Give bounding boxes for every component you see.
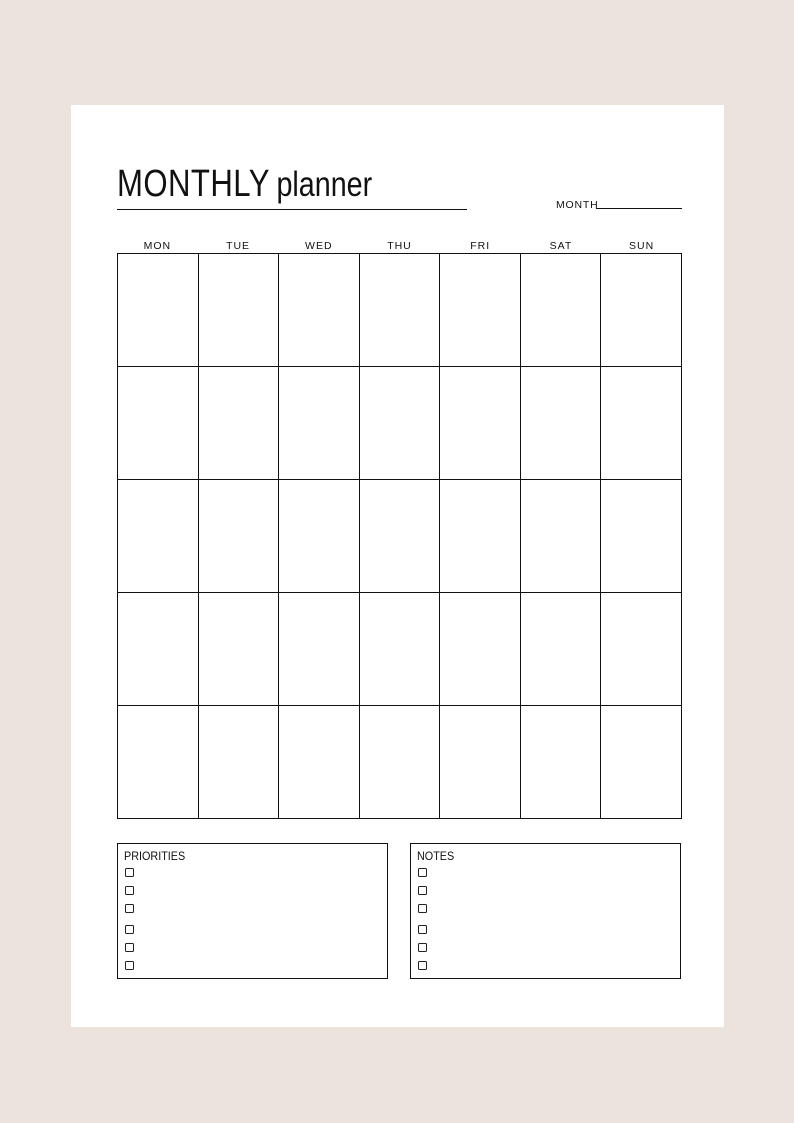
calendar-day-cell[interactable] (440, 367, 521, 480)
day-header-wed: WED (305, 240, 333, 252)
calendar-day-cell[interactable] (360, 706, 441, 819)
calendar-day-cell[interactable] (440, 254, 521, 367)
month-input-line[interactable] (596, 208, 682, 209)
calendar-day-cell[interactable] (118, 367, 199, 480)
day-header-thu: THU (387, 240, 412, 252)
checkbox[interactable] (418, 886, 427, 895)
checkbox[interactable] (125, 886, 134, 895)
calendar-day-cell[interactable] (199, 706, 280, 819)
calendar-day-cell[interactable] (199, 593, 280, 706)
calendar-day-cell[interactable] (279, 706, 360, 819)
notes-box (410, 843, 681, 979)
notes-title: NOTES (417, 849, 455, 863)
calendar-day-cell[interactable] (360, 480, 441, 593)
calendar-day-cell[interactable] (118, 254, 199, 367)
checkbox[interactable] (418, 925, 427, 934)
calendar-day-cell[interactable] (279, 593, 360, 706)
checkbox[interactable] (418, 943, 427, 952)
month-label: MONTH (556, 199, 599, 211)
calendar-day-cell[interactable] (601, 593, 682, 706)
title-sub: planner (276, 165, 373, 204)
calendar-day-cell[interactable] (521, 593, 602, 706)
day-header-fri: FRI (470, 240, 491, 252)
month-field[interactable] (556, 198, 682, 212)
title-main: MONTHLY (117, 163, 270, 205)
calendar-day-cell[interactable] (440, 480, 521, 593)
calendar-day-cell[interactable] (118, 706, 199, 819)
day-headers (117, 239, 682, 253)
priorities-title: PRIORITIES (124, 849, 186, 863)
calendar-day-cell[interactable] (601, 254, 682, 367)
calendar-day-cell[interactable] (360, 367, 441, 480)
priorities-box (117, 843, 388, 979)
calendar-day-cell[interactable] (601, 367, 682, 480)
checkbox[interactable] (125, 925, 134, 934)
day-header-mon: MON (143, 240, 172, 252)
day-header-sat: SAT (549, 240, 573, 252)
calendar-day-cell[interactable] (521, 367, 602, 480)
checkbox[interactable] (125, 904, 134, 913)
calendar-day-cell[interactable] (199, 480, 280, 593)
page-title (117, 165, 372, 203)
checkbox[interactable] (125, 943, 134, 952)
calendar-day-cell[interactable] (279, 367, 360, 480)
planner-sheet (71, 105, 724, 1027)
calendar-day-cell[interactable] (118, 480, 199, 593)
calendar-day-cell[interactable] (360, 593, 441, 706)
day-header-sun: SUN (629, 240, 655, 252)
calendar-day-cell[interactable] (279, 254, 360, 367)
calendar-day-cell[interactable] (360, 254, 441, 367)
calendar-day-cell[interactable] (521, 706, 602, 819)
checkbox[interactable] (418, 904, 427, 913)
checkbox[interactable] (125, 961, 134, 970)
calendar-day-cell[interactable] (601, 480, 682, 593)
checkbox[interactable] (418, 961, 427, 970)
calendar-grid (117, 253, 682, 819)
title-underline (117, 161, 467, 210)
calendar-day-cell[interactable] (279, 480, 360, 593)
calendar-day-cell[interactable] (118, 593, 199, 706)
calendar-day-cell[interactable] (521, 480, 602, 593)
calendar-day-cell[interactable] (601, 706, 682, 819)
calendar-day-cell[interactable] (440, 706, 521, 819)
calendar-day-cell[interactable] (199, 367, 280, 480)
calendar-day-cell[interactable] (521, 254, 602, 367)
calendar-day-cell[interactable] (440, 593, 521, 706)
calendar-day-cell[interactable] (199, 254, 280, 367)
day-header-tue: TUE (226, 240, 251, 252)
checkbox[interactable] (125, 868, 134, 877)
checkbox[interactable] (418, 868, 427, 877)
